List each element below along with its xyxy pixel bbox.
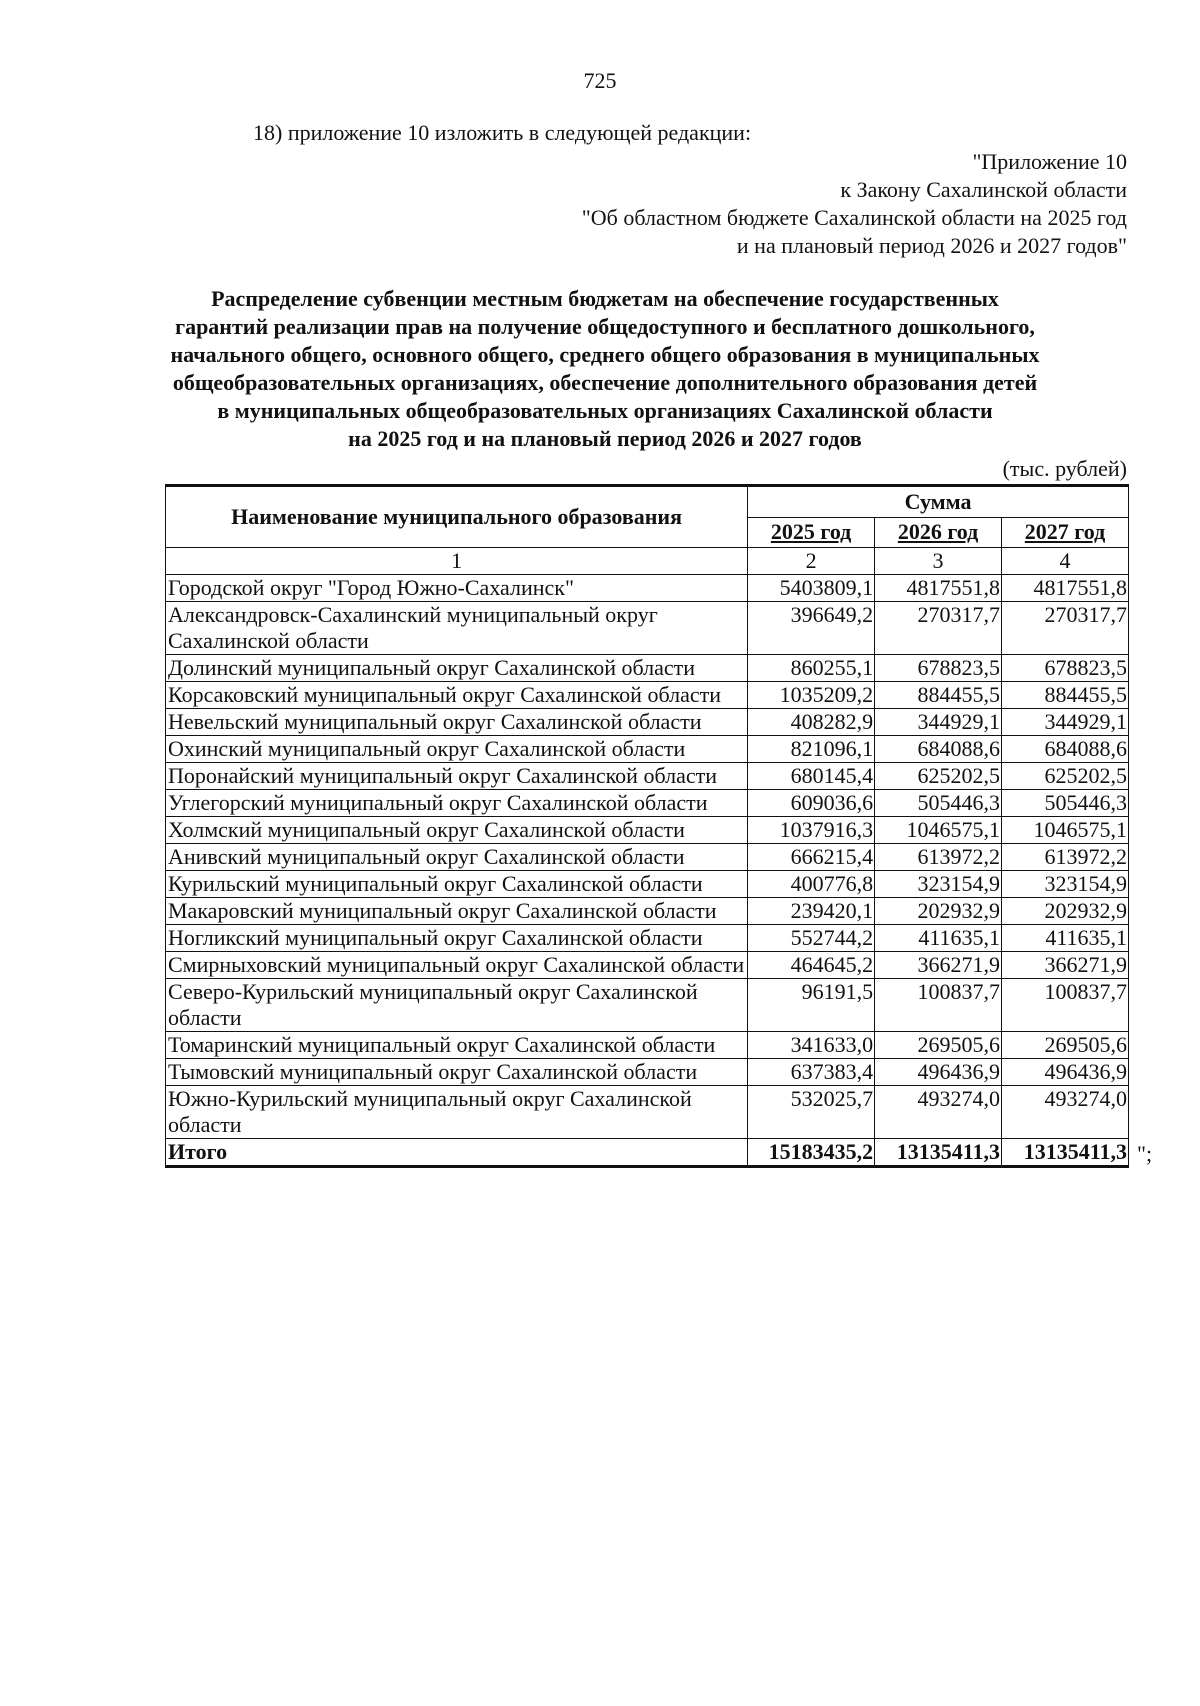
value-2025: 666215,4 <box>748 844 875 871</box>
column-number: 1 <box>166 548 748 575</box>
value-2025: 408282,9 <box>748 709 875 736</box>
column-number: 2 <box>748 548 875 575</box>
value-2027: 493274,0 <box>1002 1086 1129 1139</box>
value-2027: 505446,3 <box>1002 790 1129 817</box>
value-2026: 4817551,8 <box>875 575 1002 602</box>
header-year-2027: 2027 год <box>1002 517 1129 547</box>
value-2026: 884455,5 <box>875 682 1002 709</box>
value-2025: 464645,2 <box>748 952 875 979</box>
value-2026: 269505,6 <box>875 1032 1002 1059</box>
table-row <box>166 871 1129 898</box>
value-2026: 496436,9 <box>875 1059 1002 1086</box>
municipality-name: Невельский муниципальный округ Сахалинской области <box>166 709 748 736</box>
value-2027: 269505,6 <box>1002 1032 1129 1059</box>
table-row <box>166 655 1129 682</box>
table-row <box>166 817 1129 844</box>
total-2026: 13135411,3 <box>875 1139 1002 1167</box>
value-2026: 344929,1 <box>875 709 1002 736</box>
value-2026: 270317,7 <box>875 602 1002 655</box>
header-sum: Сумма <box>748 486 1129 518</box>
intro-text: 18) приложение 10 изложить в следующей редакции: <box>253 120 752 145</box>
appendix-line: "Приложение 10 <box>972 149 1127 174</box>
title-line: Распределение субвенции местным бюджетам на обеспечение государственных <box>211 286 999 311</box>
table-row <box>166 925 1129 952</box>
value-2026: 684088,6 <box>875 736 1002 763</box>
value-2025: 5403809,1 <box>748 575 875 602</box>
value-2026: 1046575,1 <box>875 817 1002 844</box>
municipality-name: Городской округ "Город Южно-Сахалинск" <box>166 575 748 602</box>
municipality-name: Курильский муниципальный округ Сахалинской области <box>166 871 748 898</box>
title-line: общеобразовательных организациях, обеспечение дополнительного образования детей <box>172 370 1038 395</box>
municipality-name: Поронайский муниципальный округ Сахалинской области <box>166 763 748 790</box>
value-2026: 366271,9 <box>875 952 1002 979</box>
value-2027: 202932,9 <box>1002 898 1129 925</box>
value-2026: 505446,3 <box>875 790 1002 817</box>
table-row <box>166 844 1129 871</box>
title-line: в муниципальных общеобразовательных организациях Сахалинской области <box>217 398 993 423</box>
table-row <box>166 709 1129 736</box>
header-year-2025: 2025 год <box>748 517 875 547</box>
page-number: 725 <box>583 68 617 93</box>
value-2027: 884455,5 <box>1002 682 1129 709</box>
municipality-name: Холмский муниципальный округ Сахалинской области <box>166 817 748 844</box>
value-2025: 680145,4 <box>748 763 875 790</box>
value-2026: 202932,9 <box>875 898 1002 925</box>
value-2027: 684088,6 <box>1002 736 1129 763</box>
municipality-name: Охинский муниципальный округ Сахалинской области <box>166 736 748 763</box>
table-row <box>166 736 1129 763</box>
value-2025: 396649,2 <box>748 602 875 655</box>
column-number: 4 <box>1002 548 1129 575</box>
document-title <box>140 285 1070 453</box>
value-2027: 678823,5 <box>1002 655 1129 682</box>
total-2027: 13135411,3 <box>1002 1139 1129 1167</box>
value-2026: 678823,5 <box>875 655 1002 682</box>
value-2026: 100837,7 <box>875 979 1002 1032</box>
table-row <box>166 790 1129 817</box>
total-2025: 15183435,2 <box>748 1139 875 1167</box>
value-2025: 552744,2 <box>748 925 875 952</box>
value-2026: 613972,2 <box>875 844 1002 871</box>
municipality-name: Макаровский муниципальный округ Сахалинской области <box>166 898 748 925</box>
value-2026: 323154,9 <box>875 871 1002 898</box>
municipality-name: Углегорский муниципальный округ Сахалинской области <box>166 790 748 817</box>
value-2025: 239420,1 <box>748 898 875 925</box>
title-line: гарантий реализации прав на получение общедоступного и бесплатного дошкольного, <box>175 314 1035 339</box>
municipality-name: Томаринский муниципальный округ Сахалинской области <box>166 1032 748 1059</box>
appendix-line: и на плановый период 2026 и 2027 годов" <box>736 233 1127 258</box>
table-row <box>166 1032 1129 1059</box>
municipality-name: Тымовский муниципальный округ Сахалинской области <box>166 1059 748 1086</box>
value-2027: 344929,1 <box>1002 709 1129 736</box>
value-2026: 625202,5 <box>875 763 1002 790</box>
table-row <box>166 602 1129 655</box>
municipality-name: Южно-Курильский муниципальный округ Сахалинской области <box>166 1086 748 1139</box>
municipality-name: Северо-Курильский муниципальный округ Сахалинской области <box>166 979 748 1032</box>
appendix-header <box>427 148 1127 260</box>
value-2025: 532025,7 <box>748 1086 875 1139</box>
value-2027: 1046575,1 <box>1002 817 1129 844</box>
value-2025: 1035209,2 <box>748 682 875 709</box>
table-row <box>166 1059 1129 1086</box>
value-2025: 400776,8 <box>748 871 875 898</box>
value-2026: 411635,1 <box>875 925 1002 952</box>
value-2027: 366271,9 <box>1002 952 1129 979</box>
table-row <box>166 898 1129 925</box>
municipality-name: Анивский муниципальный округ Сахалинской области <box>166 844 748 871</box>
value-2025: 1037916,3 <box>748 817 875 844</box>
value-2025: 341633,0 <box>748 1032 875 1059</box>
value-2025: 609036,6 <box>748 790 875 817</box>
value-2027: 411635,1 <box>1002 925 1129 952</box>
municipality-name: Смирныховский муниципальный округ Сахалинской области <box>166 952 748 979</box>
closing-quote: "; <box>1137 1140 1153 1166</box>
table-row <box>166 979 1129 1032</box>
appendix-line: "Об областном бюджете Сахалинской области на 2025 год <box>581 205 1127 230</box>
appendix-line: к Закону Сахалинской области <box>840 177 1127 202</box>
value-2025: 860255,1 <box>748 655 875 682</box>
value-2025: 637383,4 <box>748 1059 875 1086</box>
value-2027: 625202,5 <box>1002 763 1129 790</box>
municipality-name: Ногликский муниципальный округ Сахалинской области <box>166 925 748 952</box>
municipality-name: Долинский муниципальный округ Сахалинской области <box>166 655 748 682</box>
header-name: Наименование муниципального образования <box>166 486 748 548</box>
municipality-name: Александровск-Сахалинский муниципальный округ Сахалинской области <box>166 602 748 655</box>
value-2025: 96191,5 <box>748 979 875 1032</box>
table-row <box>166 575 1129 602</box>
total-label: Итого <box>166 1139 748 1167</box>
table-row <box>166 763 1129 790</box>
table-row <box>166 952 1129 979</box>
column-number: 3 <box>875 548 1002 575</box>
value-2027: 496436,9 <box>1002 1059 1129 1086</box>
units-label: (тыс. рублей) <box>1002 456 1127 481</box>
title-line: начального общего, основного общего, среднего общего образования в муниципальных <box>170 342 1040 367</box>
municipality-name: Корсаковский муниципальный округ Сахалинской области <box>166 682 748 709</box>
value-2026: 493274,0 <box>875 1086 1002 1139</box>
table-row <box>166 682 1129 709</box>
value-2027: 4817551,8 <box>1002 575 1129 602</box>
table-row <box>166 1086 1129 1139</box>
table-body <box>166 575 1129 1167</box>
total-row <box>166 1139 1129 1167</box>
value-2025: 821096,1 <box>748 736 875 763</box>
value-2027: 100837,7 <box>1002 979 1129 1032</box>
value-2027: 270317,7 <box>1002 602 1129 655</box>
subvention-table <box>165 484 1129 1168</box>
value-2027: 323154,9 <box>1002 871 1129 898</box>
title-line: на 2025 год и на плановый период 2026 и 2027 годов <box>348 426 862 451</box>
header-year-2026: 2026 год <box>875 517 1002 547</box>
value-2027: 613972,2 <box>1002 844 1129 871</box>
